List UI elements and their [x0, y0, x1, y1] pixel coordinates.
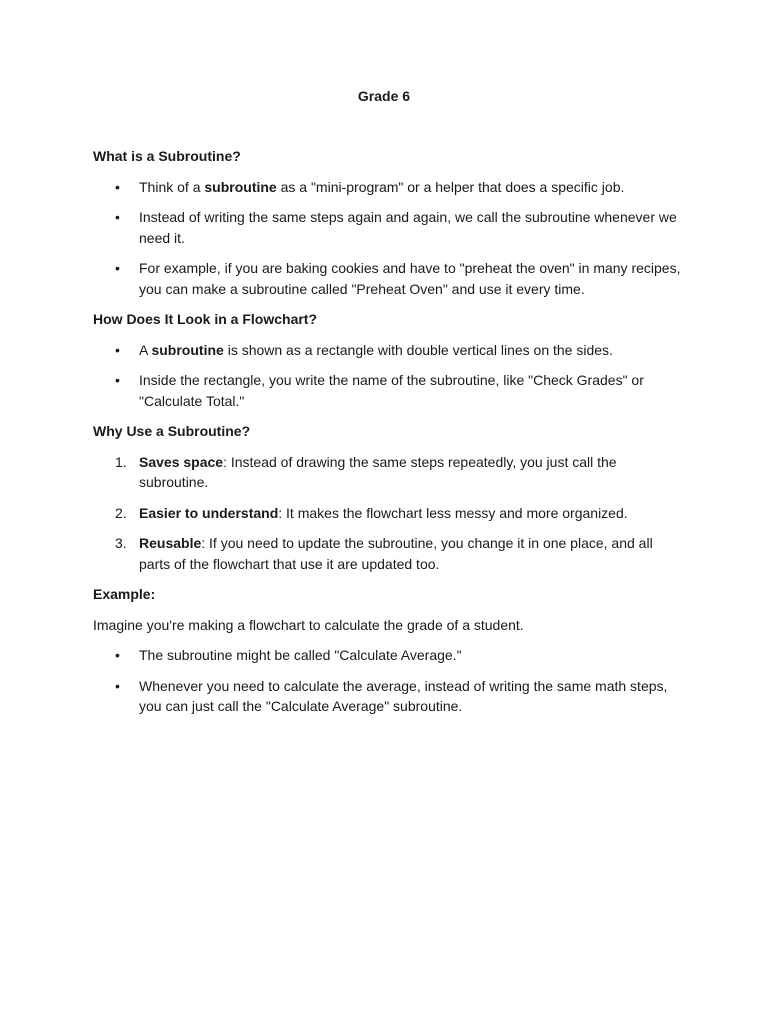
number-marker: 3. — [115, 535, 127, 551]
list-item: 1. Saves space: Instead of drawing the same steps repeatedly, you just call the subroutine. — [115, 453, 617, 490]
number-marker: 1. — [115, 453, 127, 470]
bullet-marker: • — [115, 341, 120, 358]
example-intro: Imagine you're making a flowchart to calculate the grade of a student. — [93, 616, 524, 633]
list-item: • Whenever you need to calculate the average, instead of writing the same math steps, you can just call the "Calculate Average" subroutine. — [115, 677, 668, 714]
bullet-marker: • — [115, 647, 120, 663]
bold-term: Easier to understand — [139, 504, 279, 521]
list-item: • The subroutine might be called "Calculate Average." — [93, 645, 683, 666]
bullet-marker: • — [115, 372, 120, 388]
bold-term: Reusable — [139, 535, 202, 551]
section-heading-flowchart: How Does It Look in a Flowchart? — [93, 311, 318, 327]
list-item: • For example, if you are baking cookies and have to "preheat the oven" in many recipes, you can make a subroutine called "Preheat Oven" and use it every time. — [115, 260, 681, 297]
section-heading-what: What is a Subroutine? — [93, 148, 241, 164]
list-item: 2. Easier to understand: It makes the flowchart less messy and more organized. — [93, 503, 683, 524]
bold-term: subroutine — [204, 178, 277, 195]
bullet-list-example — [93, 645, 683, 717]
section-heading-example: Example: — [93, 586, 156, 602]
bullet-marker: • — [115, 260, 120, 276]
list-item: 3. Reusable: If you need to update the subroutine, you change it in one place, and all parts of the flowchart that use it are updated too. — [115, 535, 653, 572]
bullet-marker: • — [115, 209, 120, 225]
numbered-list-why — [93, 452, 683, 575]
list-item: • Inside the rectangle, you write the name of the subroutine, like "Check Grades" or "Calculate Total." — [115, 372, 644, 409]
page-title: Grade 6 — [357, 88, 411, 104]
bullet-marker: • — [115, 677, 120, 694]
bold-term: Saves space — [139, 453, 224, 470]
list-item: • Instead of writing the same steps again and again, we call the subroutine whenever we need it. — [115, 209, 677, 246]
section-heading-why: Why Use a Subroutine? — [93, 423, 251, 439]
list-item: • Think of a subroutine as a "mini-program" or a helper that does a specific job. — [93, 177, 683, 198]
bullet-list-flowchart — [93, 340, 683, 412]
list-item: • A subroutine is shown as a rectangle with double vertical lines on the sides. — [93, 340, 683, 361]
bullet-list-what — [93, 177, 683, 300]
bullet-marker: • — [115, 178, 120, 195]
document-body — [93, 146, 683, 727]
number-marker: 2. — [115, 504, 127, 521]
bold-term: subroutine — [151, 341, 224, 358]
